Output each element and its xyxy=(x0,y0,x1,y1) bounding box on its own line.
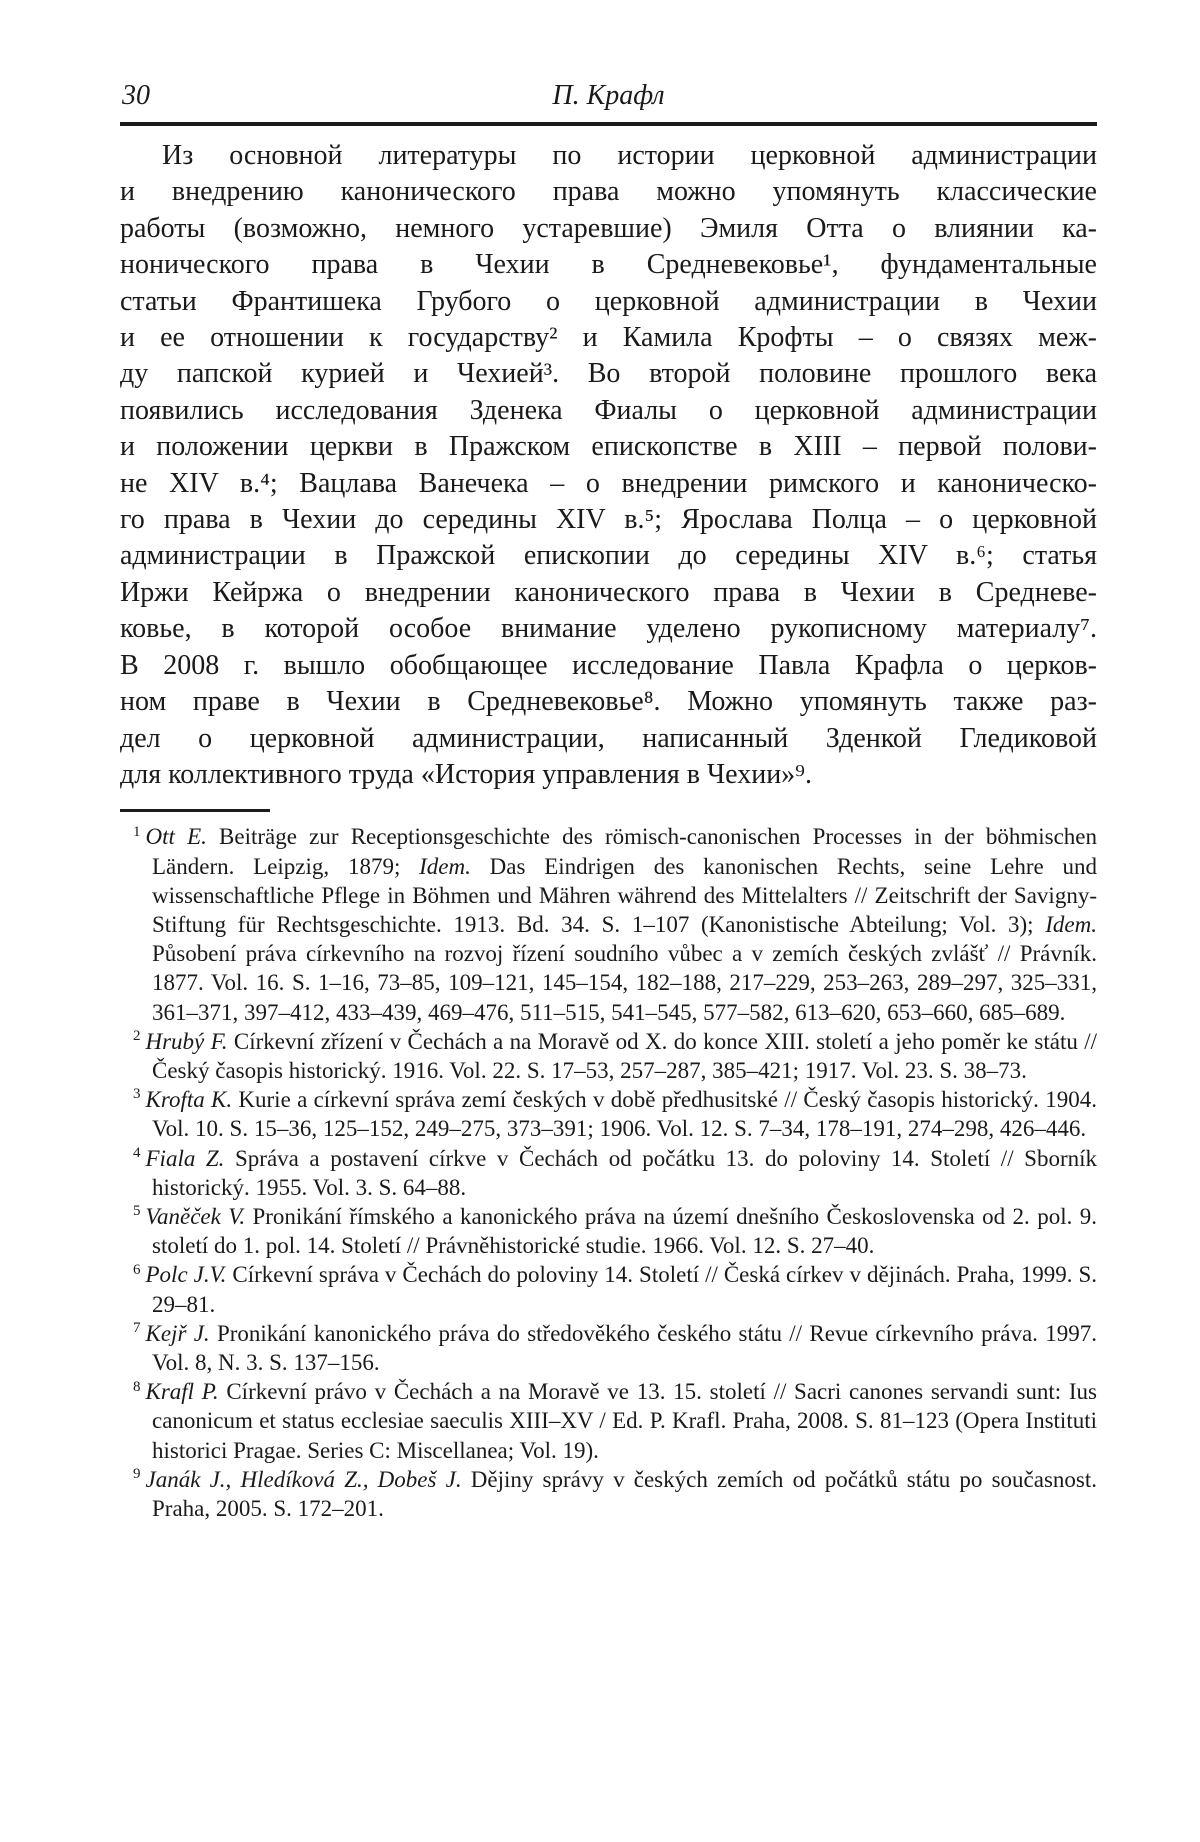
body-line: появились исследования Зденека Фиалы о церковной администрации xyxy=(120,394,1097,426)
footnote-item xyxy=(120,1202,1097,1260)
footnote-marker: 2 xyxy=(133,1028,141,1045)
page-number: 30 xyxy=(122,80,150,111)
footnotes-section xyxy=(120,822,1097,1523)
footnote-text: Beiträge zur Receptionsgeschichte des römisch-canonischen Processes in der böhmischen Ländern. Leipzig, 1879; xyxy=(152,824,1097,879)
footnote-marker: 4 xyxy=(133,1144,141,1161)
footnote-item xyxy=(120,822,1097,1026)
footnote-marker: 6 xyxy=(133,1261,141,1278)
body-line: Иржи Кейржа о внедрении канонического права в Чехии в Средневе- xyxy=(120,576,1097,608)
body-line: дел о церковной администрации, написанный Зденкой Гледиковой xyxy=(120,722,1097,754)
footnote-text: Správa a postavení církve v Čechách od počátku 13. do poloviny 14. Století // Sborník historický. 1955. Vol. 3. S. 64–88. xyxy=(152,1145,1097,1200)
footnote-text: Církevní správa v Čechách do poloviny 14. Století // Česká církev v dějinách. Praha, 1999. S. 29–81. xyxy=(152,1262,1097,1317)
footnote-author: Janák J., Hledíková Z., Dobeš J. xyxy=(145,1466,462,1492)
footnote-marker: 5 xyxy=(133,1203,141,1220)
footnote-author: Vaněček V. xyxy=(145,1203,246,1229)
body-line: статьи Франтишека Грубого о церковной администрации в Чехии xyxy=(120,285,1097,317)
footnote-author: Polc J.V. xyxy=(145,1262,227,1288)
footnote-author: Ott E. xyxy=(145,824,207,850)
footnote-text: Působení práva církevního na rozvoj řízení soudního vůbec a v zemích českých zvlášť // Právník. 1877. Vol. 16. S. 1–16, 73–85, 109–121, 145–154, 182–188, 217–229, 253–263, 289–297, 325–331, 361–371, 397–412, 433–439, 469–476, 511–515, 541–545, 577–582, 613–620, 653–660, 685–689. xyxy=(152,941,1097,1025)
footnote-text: Církevní zřízení v Čechách a na Moravě od X. do konce XIII. století a jeho poměr ke státu // Český časopis historický. 1916. Vol. 22. S. 17–53, 257–287, 385–421; 1917. Vol. 23. S. 38–73. xyxy=(152,1028,1098,1083)
footnote-item xyxy=(120,1260,1097,1318)
footnote-text: Das Eindrigen des kanonischen Rechts, seine Lehre und wissenschaftliche Pflege in Böhmen und Mähren während des Mittelalters // Zeitschrift der Savigny-Stiftung für Rechtsgeschichte. 1913. Bd. 34. S. 1–107 (Kanonistische Abteilung; Vol. 3); xyxy=(152,853,1098,937)
body-line: нонического права в Чехии в Средневековье¹, фундаментальные xyxy=(120,249,1097,281)
body-paragraph xyxy=(120,138,1097,793)
footnote-marker: 8 xyxy=(133,1378,141,1395)
footnote-text: Pronikání kanonického práva do středověkého českého státu // Revue církevního práva. 1997. Vol. 8, N. 3. S. 137–156. xyxy=(152,1320,1097,1375)
footnote-author: Fiala Z. xyxy=(145,1145,225,1171)
footnote-author: Kejř J. xyxy=(145,1320,210,1346)
body-line: ном праве в Чехии в Средневековье⁸. Можно упомянуть также раз- xyxy=(120,686,1097,718)
body-line: администрации в Пражской епископии до середины XIV в.⁶; статья xyxy=(120,540,1097,572)
body-line: работы (возможно, немного устаревшие) Эмиля Отта о влиянии ка- xyxy=(120,212,1097,244)
footnote-marker: 3 xyxy=(133,1086,141,1103)
footnote-text: Církevní právo v Čechách a na Moravě ve 13. 15. století // Sacri canones servandi sunt: Ius canonicum et status ecclesiae saeculis XIII–XV / Ed. P. Krafl. Praha, 2008. S. 81–123 (Opera Instituti historici Pragae. Series C: Miscellanea; Vol. 19). xyxy=(152,1379,1098,1463)
footnote-author: Krafl P. xyxy=(145,1379,219,1405)
body-line: Из основной литературы по истории церковной администрации xyxy=(162,140,1097,171)
header-rule xyxy=(120,122,1097,126)
body-line: и положении церкви в Пражском епископстве в XIII – первой полови- xyxy=(120,431,1097,463)
footnote-author: Hrubý F. xyxy=(145,1028,228,1054)
body-line: ковье, в которой особое внимание уделено рукописному материалу⁷. xyxy=(120,613,1097,645)
body-line: ду папской курией и Чехией³. Во второй половине прошлого века xyxy=(120,358,1097,390)
footnote-marker: 1 xyxy=(133,823,141,840)
running-title: П. Крафл xyxy=(552,80,665,111)
body-line: не XIV в.⁴; Вацлава Ванечека – о внедрении римского и каноническо- xyxy=(120,467,1097,499)
footnote-item xyxy=(120,1144,1097,1202)
footnote-item xyxy=(120,1465,1097,1523)
body-line: и внедрению канонического права можно упомянуть классические xyxy=(120,176,1097,208)
footnote-item xyxy=(120,1319,1097,1377)
footnote-item xyxy=(120,1377,1097,1465)
footnote-author: Krofta K. xyxy=(145,1087,233,1113)
footnote-marker: 9 xyxy=(133,1466,141,1483)
footnote-text: Dějiny správy v českých zemích od počátků státu po současnost. Praha, 2005. S. 172–201. xyxy=(152,1466,1097,1521)
footnote-text: Kurie a církevní správa zemí českých v době předhusitské // Český časopis historický. 1904. Vol. 10. S. 15–36, 125–152, 249–275, 373–391; 1906. Vol. 12. S. 7–34, 178–191, 274–298, 426–446. xyxy=(152,1087,1097,1142)
footnote-author: Idem. xyxy=(419,853,471,879)
body-line: В 2008 г. вышло обобщающее исследование Павла Крафла о церков- xyxy=(120,649,1097,681)
footnote-text: Pronikání římského a kanonického práva na území dnešního Československa od 2. pol. 9. století do 1. pol. 14. Století // Právněhistorické studie. 1966. Vol. 12. S. 27–40. xyxy=(152,1203,1097,1259)
footnote-separator xyxy=(120,809,270,812)
body-line: и ее отношении к государству² и Камила Крофты – о связях меж- xyxy=(120,322,1097,354)
footnote-item xyxy=(120,1027,1097,1085)
running-header xyxy=(120,80,1097,116)
footnote-item xyxy=(120,1085,1097,1143)
footnote-marker: 7 xyxy=(133,1320,141,1337)
footnote-author: Idem. xyxy=(1045,911,1097,937)
body-line: для коллективного труда «История управления в Чехии»⁹. xyxy=(120,758,812,790)
body-line: го права в Чехии до середины XIV в.⁵; Ярослава Полца – о церковной xyxy=(120,504,1097,536)
